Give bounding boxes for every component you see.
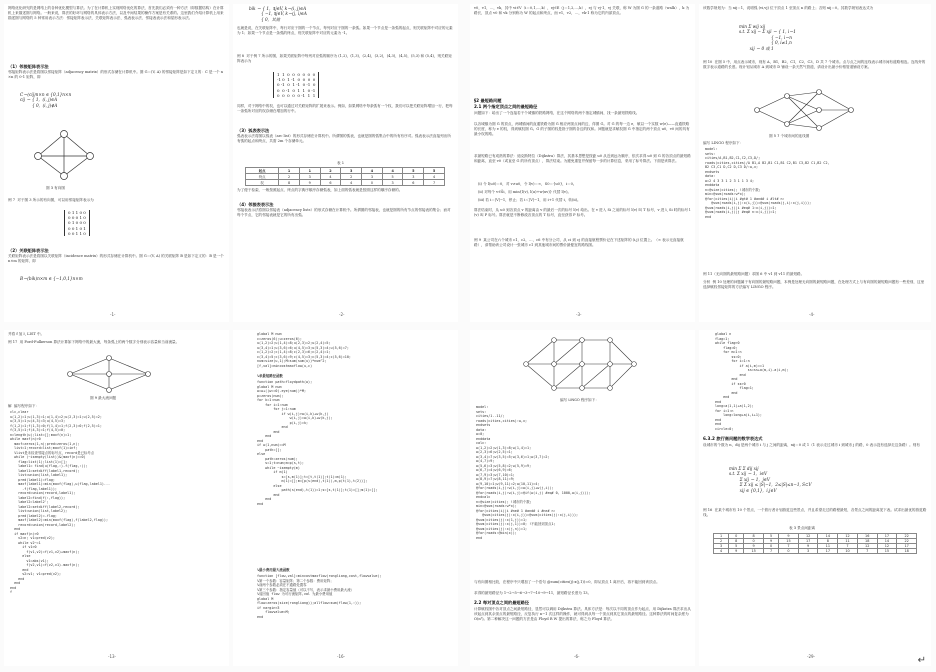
lp-model-formula: min Σ wij xij s.t. Σ xij − Σ xji ＝ { 1, i＝1 { −1, i＝n { 0, i≠1,n xij ＝ 0 或 1 <box>739 24 796 51</box>
table-cell: 8 <box>744 534 764 539</box>
page-7 <box>470 330 695 666</box>
page-8 <box>699 330 931 666</box>
subsection-heading-two-vertices: 2.1 两个指定顶点之间的最短路径 <box>474 104 538 109</box>
incidence-paragraph: 关联矩阵表示法是将图以关联矩阵（incidence matrix）的形式存储在计算机中。图 G＝(V, A) 的关联矩阵 B 是如下定义的：B 是一个 n×m 的矩阵，即 <box>8 254 225 263</box>
analysis-paragraph: 分析 例 10 处理的问题属于有向图的最短路问题，本例是处理无向图的最短路问题，在处理方式上与有向图的最短路问题有一些差别，这里选择赋权邻接矩阵的方法编写 LINGO 程序。 <box>703 280 925 289</box>
matrix-row: 0 1 0 0 0 <box>68 220 86 226</box>
page-number: -13- <box>108 654 116 659</box>
table-cell: 9 <box>729 549 744 554</box>
arc-list-table <box>245 167 445 186</box>
table-cell: 12 <box>877 544 897 549</box>
directed-graph-figure <box>28 126 100 184</box>
table-cell: 12 <box>857 544 877 549</box>
table-cell: 3 <box>362 174 383 180</box>
table-cell: 15 <box>779 539 799 544</box>
example-8-text: 例 8 对于例 7 所示的图，如果关联矩阵中每列对应弧的顺序为 (1,2)，(1,3)，(2,4)，(3,2)，(4,3)，(4,5)，(5,3) 和 (5,4)，则关联矩阵表示为 <box>237 54 452 63</box>
undirected-note: 与有向图相比较，在程序中只增加了一个语句 @sum(cities(j):x(j,1))=0，即从顶点 1 离开后，再不能回到该顶点。 <box>474 580 660 584</box>
example-9-text: 例 9 某公司在六个城市 c1，c2，…，c6 中有分公司，从 ci 到 cj 的直接航程票价记在下述矩阵的 (i,j) 位置上。（∞ 表示无直接航路），请帮助该公司设计一张城市 c1 到其他城市间的票价最便宜的路线图。 <box>474 238 684 247</box>
table-cell: 14 <box>818 534 838 539</box>
table-cell: 7 <box>763 549 778 554</box>
table-cell: 16 <box>857 534 877 539</box>
figure-3-caption: 图 3 有向图 <box>46 186 65 190</box>
table-cell: 10 <box>838 549 858 554</box>
page-number: -2- <box>339 312 345 317</box>
matlab-code-block: clc,clear u(1,2)=1;u(1,3)=1;u(1,4)=2;u(2,3)=1;u(2,5)=2; u(3,5)=1;u(4,3)=3;u(4,5)=3; f(1,2)=1;f(1,3)=0;f(1,4)=1;f(2,3)=0;f(2,5)=1; f(3,5)=1;f(4,3)=1;f(4,5)=0; n=length(u);list=[];maxf(n)=1; while maxf(n)>0 maxf=zeros(1,n);pred=zeros(1,n); list=1;record=list;maxf(1)=inf; %list是未检查邻接点的标号点，record是已标号点 while (~isempty(list))&(maxf(n)==0) flag=list(1);list(1)=[]; label1= find(u(flag,:)-f(flag,:)); label1=setdiff(label1,record); list=union(list,label1); pred(label1)=flag; maxf(label1)=min(maxf(flag),u(flag,label1)... -f(flag,label1)); record=union(record,label1); label2=find(f(:,flag)); label2=label2'; label2=setdiff(label2,record); list=union(list,label2); pred(label2)=-flag; maxf(label2)=min(maxf(flag),f(label2,flag)); record=union(record,label2); end if maxf(n)>0 v2=n; v1=pred(v2); while v2~=1 if v1>0 f(v1,v2)=f(v1,v2)+maxf(n); else v1=abs(v1); f(v2,v1)=f(v2,v1)-maxf(n); end v2=v1; v1=pred(v2); end end end f <box>10 410 111 594</box>
page-number: -3- <box>576 312 582 317</box>
code-caption: 编写 LINGO 程序如下： <box>560 398 599 402</box>
table-cell: 6 <box>403 180 424 186</box>
adjacency-list-paragraph: 邻接表表示法将图以邻接表（adjacency lists）的形式存储在计算机中。所谓图的邻接表，也就是图的所有节点的邻接表的集合；而对每个节点，它的邻接表就是它的所有出弧。 <box>237 208 451 217</box>
seven-cities-graph-figure <box>749 88 859 132</box>
table-cell: 3 <box>403 174 424 180</box>
table-cell: 18 <box>897 549 917 554</box>
algorithm-end-paragraph: 算法结束时，从 u0 到各顶点 v 的距离由 v 的最后一次的标号 l(v) 给出。在 v 进入 Si 之前的标号 l(v) 叫 T 标号，v 进入 Si 时的标号 l(v) 叫 P 标号。算法就是不断修改各顶点的 T 标号，直至获得 P 标号。 <box>474 208 691 217</box>
table-cell: 权 <box>246 180 279 186</box>
dijkstra-step-3: (iii) 若 i＝|V|−1，停止；若 i＜|V|−1，用 i+1 代替 i，转(ii)。 <box>478 198 581 202</box>
page-1 <box>4 4 229 322</box>
table-cell: 4 <box>362 168 383 174</box>
table-cell: 6 <box>320 180 341 186</box>
example-17-text: 例 17 用 Ford-Fulkerson 算法计算如下网络中的最大流，每条弧上的两个数字分别表示容量和当前流量。 <box>8 340 180 344</box>
section-heading-arc-list: （3）弧表表示法 <box>237 128 270 133</box>
table-cell: 5 <box>382 174 403 180</box>
section-heading-adjacency-list: （4）邻接表表示法 <box>237 202 274 207</box>
section-heading-incidence: （2）关联矩阵表示法 <box>8 248 49 253</box>
tsp-model-formula: min Σ Σ dij xij s.t. Σ xij ＝ 1, i∈V Σ xij ＝ 1, j∈V Σ Σ xij ≤ |S|−1, 2≤|S|≤n−1, S⊂V xij ∈ {0,1}, i,j∈V <box>729 466 812 493</box>
walk-definition: v0，v1，…，vk，其中 vi∈V（i＝0,1,…,k），ej∈E（j＝1,2,…,k），ej 与 vj-1，vj 关联，称 W 为图 G 的一条道路（walk），k 为路长，顶点 v0 和 vk 分别称为 W 的起点和终点，而 v1，v2，…，vk-1 称为它的内部顶点。 <box>474 6 690 15</box>
adjacency-matrix <box>64 210 90 236</box>
matlab-setup-code: global M num c=zeros(6);u=zeros(6); u(1,2)=2;u(1,4)=8;u(2,3)=2;u(2,4)=5; u(3,4)=1;u(3,6)=6;u(4,5)=3;u(5,3)=4;u(5,6)=7; c(1,2)=2;c(1,4)=8;c(2,3)=6;c(2,4)=1; c(3,4)=5;c(3,6)=9;c(4,5)=3;c(5,3)=4;c(5,6)=10; num=size(u,1);M=sum(sum(u))*num^2; [f,val]=mincostmaxflow(u,c) <box>257 332 351 368</box>
result-text: 求得的最短路径为 1→2→5→6→3→7→10→9→11，最短路径长度为 13。 <box>474 591 592 595</box>
table-cell: 终点 <box>246 174 279 180</box>
page-3 <box>470 4 695 322</box>
table-cell: 17 <box>897 544 917 549</box>
page-2 <box>233 4 458 322</box>
matrix-row: 1 1 0 0 0 0 0 0 <box>277 72 316 77</box>
table-cell: 2 <box>341 174 362 180</box>
table-cell: 14 <box>877 539 897 544</box>
matrix-row: 0 0 1 0 1 <box>68 225 86 231</box>
table-cell: 15 <box>744 549 764 554</box>
table-cell: 4 <box>424 174 445 180</box>
table-cell: 5 <box>763 534 778 539</box>
model-intro: 该数学规划为：当 xij＝1，说明弧 (vi,vj) 位于顶点 1 至顶点 n 的路上；否则 xij＝0。其数学规划表达式为 <box>703 6 874 10</box>
table-cell: 2 <box>714 539 729 544</box>
page-number: -29- <box>807 654 815 659</box>
example-10-text: 例 10 在图 5 中，用点表示城市，现有 A，B1，B2，C1，C2，C3，D 共 7 个城市。点与点之间的连线表示城市间有道路相连。连线旁的数字表示道路的长度。现计划从城市 A 到城市 D 铺设一条天然气管道，请设计出最小价格管道铺设方案。 <box>703 60 926 69</box>
table-cell: 9 <box>744 544 764 549</box>
table-cell: 12 <box>798 534 818 539</box>
page-4 <box>699 4 931 322</box>
subsection-heading-tsp: 6.3.2 旅行商问题的数学表达式 <box>703 436 763 441</box>
table-row <box>246 180 445 186</box>
matrix-row: 0 0 0 0 0 -1 1 1 <box>277 92 316 98</box>
table-1-caption: 表 1 <box>337 161 345 165</box>
table-cell: 4 <box>320 174 341 180</box>
table-cell: 18 <box>857 539 877 544</box>
code-caption: 编写 LINGO 程序如下： <box>703 141 744 145</box>
table-cell: 1 <box>299 168 320 174</box>
adjacency-paragraph: 邻接矩阵表示法是将图以邻接矩阵（adjacency matrix）的形式存储在计算机中。图 G＝(V, A) 的邻接矩阵是如下定义的：C 是一个 n×n 的 0-1 矩阵，即 <box>8 70 224 79</box>
incidence-definition-formula: bik ＝ { 1, ∃j∈V, k＝(i, j)∈A { −1, ∃j∈V, k＝(j, i)∈A { 0, 其他 <box>249 6 307 22</box>
figure-5-caption: 图 5 7 个城市间的连线图 <box>769 134 810 138</box>
adjacency-formula: C＝(cij)n×n ∈ {0,1}n×n cij ＝ { 1, (i, j)∈A { 0, (i, j)∉A <box>20 92 72 108</box>
list-append-text: 并将 f 加入 LIST 中。 <box>8 332 45 336</box>
incidence-explanation: 也就是说，在关联矩阵中，每行对应于图的一个节点，每列对应于图的一条弧。如果一个节点是一条弧的起点，则关联矩阵中对应的元素为 1；如果一个节点是一条弧的终点，则关联矩阵中对应的元素为 -1。 <box>237 26 453 35</box>
lingo-code-block: model: sets: cities/1..11/; roads(cities,cities):w,x; endsets data: w=0; enddata calc: w(1,2)=2;w(1,3)=8;w(1,4)=1; w(2,3)=6;w(2,5)=1; w(3,4)=7;w(3,5)=5;w(3,6)=1;w(3,7)=2; w(4,7)=9; w(5,6)=3;w(5,8)=2;w(5,9)=9; w(6,7)=4;w(6,9)=6; w(7,9)=3;w(7,10)=1; w(8,9)=7;w(8,11)=9; w(9,10)=1;w(9,11)=2;w(10,11)=4; @for(roads(i,j):w(i,j)=w(i,j)+w(j,i)); @for(roads(i,j):w(i,j)=@if(w(i,j) #eq# 0, 1000,w(i,j))); endcalc n=@size(cities); !城市的个数; min=@sum(roads:w*x); @for(cities(i)|i #ne# 1 #and# i #ne# n: @sum(cities(j):x(i,j))=@sum(cities(j):x(j,i))); @sum(cities(j):x(1,j))=1; @sum(cities(j):x(j,1))=0; !不能回到顶点1; @sum(cities(j):x(j,n))=1; @for(roads:@bin(x)); end <box>476 405 591 540</box>
table-cell: 12 <box>838 534 858 539</box>
section-heading-adjacency: （1）邻接矩阵表示法 <box>8 64 49 69</box>
table-cell: 4 <box>382 168 403 174</box>
page-number: -4- <box>809 312 815 317</box>
example-11-text: 例 11（无向图的最短路问题）求图 6 中 v1 到 v11 的最短路。 <box>703 272 805 276</box>
table-3-caption: 表 3 景点间距离 <box>789 526 816 530</box>
matrix-row: -1 0 1 -1 0 0 0 0 <box>277 77 316 83</box>
page-6 <box>233 330 458 666</box>
table-cell: 22 <box>897 539 917 544</box>
weighted-graph-paragraph: 以各城镇为图 G 的顶点，两城镇间的直通铁路为图 G 相应两顶点间的边，得图 G。对 G 的每一边 e，赋以一个实数 w(e)——直通铁路的长度，称为 e 的权，得到赋权图 G。G 的子图的权是指子图的各边的权和。问题就是求赋权图 G 中指定的两个顶点 u0，v0 间的具有最小权的路。 <box>474 122 690 136</box>
table-cell: 起点 <box>246 168 279 174</box>
page-number: -6- <box>574 654 580 659</box>
table-cell: 15 <box>877 549 897 554</box>
matrix-row: 0 -1 0 1 -1 0 -1 0 <box>277 82 316 88</box>
return-arrow-icon[interactable]: ↵ <box>917 655 926 666</box>
table-cell: 8 <box>279 180 300 186</box>
table-cell: 9 <box>779 534 799 539</box>
table-cell: 17 <box>798 539 818 544</box>
problem-statement: 问题如下：给出了一个连接若干个城镇的铁路网络，在这个网络的两个指定城镇间，找一条最短铁路线。 <box>474 111 640 115</box>
example-16-text: 例 16 在某个城市有 10 个景点，一个旅行者计划游览这些景点，并且希望走过的路程最短，各景点之间的距离见下表。试求出最优的游览路线。 <box>703 508 927 517</box>
example-7-text: 例 7 对于图 3 所示的有向图，可以用邻接矩阵表示为 <box>8 198 94 202</box>
table-cell: 17 <box>877 534 897 539</box>
table-cell: 1 <box>279 168 300 174</box>
table-cell: 2 <box>279 174 300 180</box>
section-heading-shortest-path: §2 最短路问题 <box>474 98 502 103</box>
figure-9-caption: 图 9 最大流问题 <box>90 396 117 400</box>
table-cell: 11 <box>838 539 858 544</box>
intro-paragraph: 网络优化研究的是网络上的各种优化模型与算法。为了在计算机上实现网络优化的算法，首先我们必须有一种方法（即数据结构）在计算机上来描述图与网络。一般来说，算法的好坏与网络的具体表示方法，以及中间结果的操作方案是有关系的。这里我们介绍计算机上用来描述图与网络的 5 种常用表示方法：邻接矩阵表示法、关联矩阵表示法、弧表表示法、邻接表表示法和星形表示法。 <box>8 6 224 20</box>
table-cell: 5 <box>729 544 744 549</box>
dijkstra-step-2: (ii) 对每个 v∈S̄i，用 min{l(v), l(u)+w(uv)} 代替 l(v)。 <box>478 190 572 194</box>
subsection-heading-all-pairs: 2.2 每对顶点之间的最短路径 <box>474 600 529 605</box>
table-cell: 3 <box>299 174 320 180</box>
table-cell: 0 <box>763 544 778 549</box>
incidence-formula: B＝(bik)n×m ∈ {−1,0,1}n×m <box>20 276 83 281</box>
table-cell: 0 <box>362 180 383 186</box>
table-cell: 8 <box>729 539 744 544</box>
matrix-row: 0 0 1 1 0 <box>68 230 86 236</box>
matrix-row: 0 1 1 0 0 <box>68 210 86 215</box>
matlab-code-block: global n flag=1; while flag>0 flag=0; for m=1:n ss=0; for i=1:n if a(i,m)==1 ss=ss+a(m,i)-a(i,m); end end if ss>0 flag=1; end end end long=a(1,1)+a(1,2); for i=1:n long=long+a(i,i+1); end end circle=0; <box>715 332 789 431</box>
table-cell: 4 <box>714 549 729 554</box>
eleven-vertex-graph-figure <box>520 334 640 394</box>
mincost-function-code: function [flow,val]=mincostmaxflow(rongliang,cost,flowvalue); %第一个参数：容量矩阵；第二个参数：费用矩阵； %前两个参数必须在不通路处置零 %第三个参数：指定容量值（可以不写，表示求最小费用最大流） %返回值 flow 为可行流矩阵,val 为最小费用值 global M flow=zeros(size(rongliang));allflow=sum(flow(1,:)); if nargin<3 flowvalue=M; end <box>257 574 382 619</box>
distance-table <box>713 533 917 554</box>
table-cell: 3 <box>714 544 729 549</box>
table-cell: 22 <box>897 534 917 539</box>
page-number: -16- <box>337 654 345 659</box>
tsp-paragraph: 设城市的个数为 n，dij 是两个城市 i 与 j 之间的距离，xij＝0 或 1（1 表示走过城市 i 到城市 j 的路，0 表示没有选择走这条路）。则有 <box>703 443 920 447</box>
mincost-comment: %最小费用最大流函数 <box>257 568 290 572</box>
page-number: -1- <box>110 312 116 317</box>
code-caption: 解 编写程序如下： <box>8 404 40 408</box>
table-cell: 7 <box>857 549 877 554</box>
table-cell: 1 <box>714 534 729 539</box>
table-cell: 7 <box>779 544 799 549</box>
table-cell: 3 <box>382 180 403 186</box>
table-cell: 5 <box>403 168 424 174</box>
lingo-code-block: model: sets: cities/A,B1,B2,C1,C2,C3,D/; roads(cities,cities)/A B1,A B2,B1 C1,B1 C2,B1 C3,B2 C1,B2 C2, B2 C3,C1 D,C2 D,C3 D/:w,x; endsets data: w=2 4 3 3 1 2 3 1 1 3 4; enddata n=@size(cities); !城市的个数; min=@sum(roads:w*x); @for(cities(i)|i #gt# 1 #and# i #lt# n: @sum(roads(i,j):x(i,j))=@sum(roads(j,i):x(j,i))); @sum(roads(i,j)|i #eq# 1:x(i,j))=1; @sum(roads(i,j)|j #eq# n:x(i,j))=1; end <box>705 147 830 219</box>
arc-list-paragraph: 弧表表示法将图以弧表（arc list）的形式存储在计算机中。所谓图的弧表，也就是图的弧集合中的所有有序对。弧表表示法直接列出所有弧的起点和终点，共需 2m 个存储单元。 <box>237 134 451 143</box>
weights-paragraph: 同样，对于网络中的权，也可以通过对关联矩阵的扩展来表示。例如，如果网络中每条弧有一个权，我们可以把关联矩阵增加一行，把每一条弧所对应的权存储在增加的行中。 <box>237 104 453 113</box>
floyd-function-code: function path=floydpath(w); global M num w=w+((w==0)-eye(num))*M; p=zeros(num); for k=1:num for i=1:num for j=1:num if w(i,j)>w(i,k)+w(k,j) w(i,j)=w(i,k)+w(k,j); p(i,j)=k; end end end end if w(1,num)==M path=[]; else path=zeros(num); s=1;t=num;m=p(s,t); while ~isempty(m) if m(1) s=[s,m(1)];t=[t,t(1)];t(1)=m(1); m(1)=[];m=[p(s(end),t(1)),m,p(t(1),t(2))]; else path(s(end),t(1))=1;s=[s,t(1)];t(1)=[];m(1)=[]; end end end <box>257 380 378 506</box>
max-flow-network-figure <box>64 354 154 394</box>
table-cell: 3 <box>341 168 362 174</box>
table-cell: 7 <box>424 180 445 186</box>
page-5 <box>4 330 229 666</box>
arc-list-note: 为了便于检索，一般按照起点、终点的字典序顺序存储弧表，如上面的弧表就是按照这样的顺序存储的。 <box>237 188 403 192</box>
table-row <box>714 549 917 554</box>
all-pairs-paragraph: 计算赋权图中各对顶点之间最短路径，显然可以调用 Dijkstra 算法。具体方法是：每次以不同的顶点作为起点，用 Dijkstra 算法求出从该起点到其余顶点的最短路径，反复执行 n−1 次这样的操作，就可得到从每一个顶点到其它顶点的最短路径。这种算法的时间复杂度为 O(n³)。第二种解决这一问题的方法是由 Floyd R W 提出的算法，称之为 Floyd 算法。 <box>474 607 691 621</box>
floyd-comment: %求最短路径函数 <box>257 374 283 378</box>
dijkstra-paragraph: 求最短路已有成熟的算法：迪克斯特拉（Dijkstra）算法，其基本思想是按距 u0 从近到远为顺序，依次求得 u0 到 G 的各顶点的最短路和距离，直至 v0（或直至 G 的所有顶点），算法结束。为避免重复并保留每一步的计算信息，采用了标号算法。下面是该算法。 <box>474 154 691 163</box>
table-cell: 7 <box>838 544 858 549</box>
table-cell: 4 <box>341 180 362 186</box>
matrix-row: 0 0 -1 0 1 1 0 -1 <box>277 87 316 93</box>
table-cell: 17 <box>818 549 838 554</box>
table-cell: 2 <box>320 168 341 174</box>
table-cell: 9 <box>299 180 320 186</box>
table-cell: 0 <box>744 539 764 544</box>
table-cell: 0 <box>779 549 799 554</box>
table-cell: 11 <box>818 544 838 549</box>
matrix-row: 0 0 0 1 0 <box>68 215 86 221</box>
table-cell: 3 <box>798 549 818 554</box>
incidence-matrix <box>273 72 319 98</box>
table-cell: 8 <box>818 539 838 544</box>
table-cell: 9 <box>798 544 818 549</box>
table-cell: 9 <box>763 539 778 544</box>
table-cell: 0 <box>729 534 744 539</box>
table-cell: 5 <box>424 168 445 174</box>
dijkstra-step-1: (i) 令 l(u0)＝0，对 v≠u0，令 l(v)＝∞，S0＝{u0}，i＝0。 <box>478 182 577 186</box>
